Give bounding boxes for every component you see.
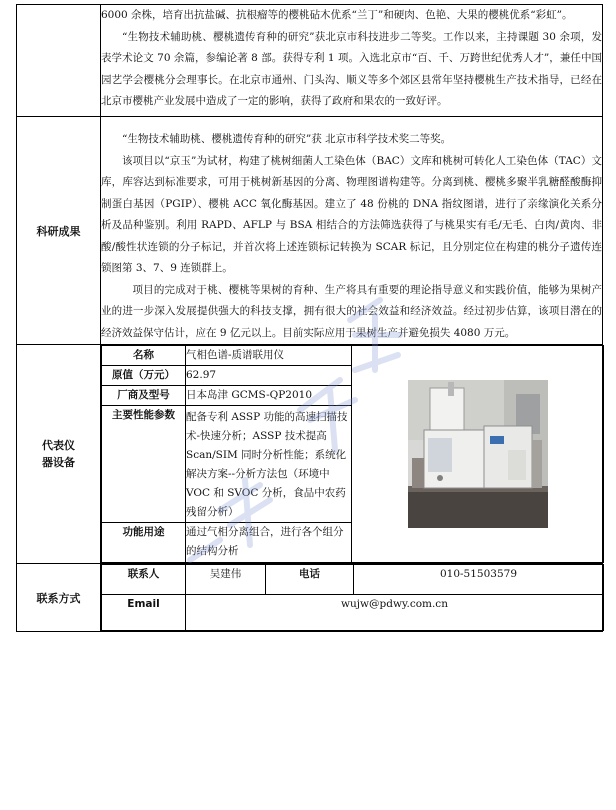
contact-label: 联系方式 [17, 564, 101, 632]
intro-cell [101, 5, 603, 117]
contact-table [101, 564, 604, 631]
instrument-function-value: 通过气相分离组合，进行各个组分的结构分析 [186, 523, 352, 563]
instrument-performance-value: 配备专利 ASSP 功能的高速扫描技术-快速分析；ASSP 技术提高 Scan/SIM 同时分析性能；系统化解决方案--分析方法包（环境中 VOC 和 SVOC 分析，食品中农药残留分析） [186, 406, 352, 523]
research-award: “生物技术辅助桃、樱桃遗传育种的研究”获 北京市科学技术奖二等奖。 [122, 133, 452, 145]
contact-phone-value: 010-51503579 [354, 565, 604, 595]
instrument-performance-key: 主要性能参数 [102, 406, 186, 523]
instrument-photo-cell [352, 346, 604, 563]
profile-table [16, 4, 603, 632]
research-impact: 项目的完成对于桃、樱桃等果树的育种、生产将具有重要的理论指导意义和实践价值，能够为果树产业的进一步深入发展提供强大的科技支撑，拥有很大的社会效益和经济效益。经过初步估算，该项目潜在的经济效益保守估计，应在 9 亿元以上。目前实际应用于果树生产并避免损失 4080 万元。 [101, 283, 602, 339]
contact-cell [101, 564, 603, 632]
instrument-function-key: 功能用途 [102, 523, 186, 563]
contact-person-key: 联系人 [102, 565, 186, 595]
contact-phone-key: 电话 [266, 565, 354, 595]
instrument-name-value: 气相色谱-质谱联用仪 [186, 346, 352, 366]
instrument-cell [101, 345, 603, 564]
instrument-table [101, 345, 604, 563]
contact-person-value: 吴建伟 [186, 565, 266, 595]
instrument-price-key: 原值（万元） [102, 366, 186, 386]
contact-email-value[interactable]: wujw@pdwy.com.cn [186, 595, 604, 631]
instrument-label [17, 345, 101, 564]
instrument-maker-key: 厂商及型号 [102, 386, 186, 406]
instrument-price-value: 62.97 [186, 366, 352, 386]
instrument-maker-value: 日本岛津 GCMS-QP2010 [186, 386, 352, 406]
intro-line-2: “生物技术辅助桃、樱桃遗传育种的研究”获北京市科技进步二等奖。工作以来，主持课题 30 余项，发表学术论文 70 余篇，参编论著 8 部。获得专利 1 项。入选北京市“百、千、万跨世纪优秀人才”，兼任中国园艺学会樱桃分会理事长。在北京市通州、门头沟、顺义等多个郊区县常年坚持樱桃生产技术指导，已经在北京市樱桃产业发展中造成了一定的影响，获得了政府和果农的一致好评。 [101, 30, 602, 107]
research-row [17, 117, 603, 345]
contact-row [17, 564, 603, 632]
instrument-row [17, 345, 603, 564]
gcms-instrument-photo [408, 380, 548, 528]
research-project-summary: 该项目以“京玉”为试材，构建了桃树细菌人工染色体（BAC）文库和桃树可转化人工染色体（TAC）文库，库容达到标准要求，可用于桃树新基因的分离、物理图谱构建等。分离到桃、樱桃多聚半乳糖醛酸酶抑制蛋白基因（PGIP）、樱桃 ACC 氧化酶基因。建立了 48 份桃的 DNA 指纹图谱，进行了亲缘演化关系分析及品种鉴别。利用 RAPD、AFLP 与 BSA 相结合的方法筛选获得了与桃果实有毛/无毛、白肉/黄肉、非酸/酸性状连锁的分子标记，并首次将上述连锁标记转换为 SCAR 标记，且分别定位在构建的桃分子遗传连锁图第 3、7、9 连锁群上。 [101, 154, 602, 274]
research-cell [101, 117, 603, 345]
intro-line-1: 6000 余株，培育出抗盐碱、抗根瘤等的樱桃砧木优系“兰丁”和硬肉、色艳、大果的樱桃优系“彩虹”。 [101, 9, 573, 21]
research-label: 科研成果 [17, 117, 101, 345]
instrument-name-key: 名称 [102, 346, 186, 366]
intro-row [17, 5, 603, 117]
intro-label-cell [17, 5, 101, 117]
contact-email-key: Email [102, 595, 186, 631]
instrument-label-text: 代表仪器设备 [42, 439, 75, 469]
